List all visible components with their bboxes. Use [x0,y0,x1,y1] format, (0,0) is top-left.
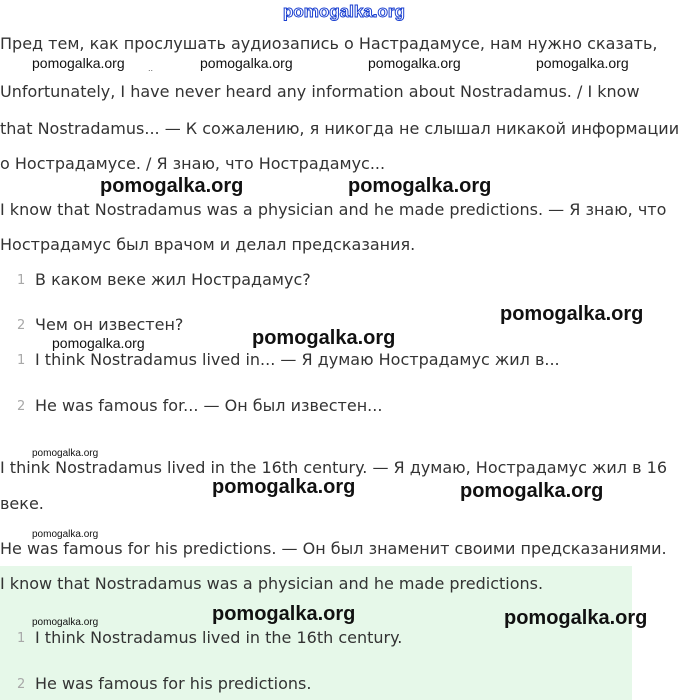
paragraph-line: I think Nostradamus lived in the 16th century. — Я думаю, Нострадамус жил в 16 [0,458,667,477]
paragraph-line: I know that Nostradamus was a physician and he made predictions. — Я знаю, что [0,200,667,219]
intro-text: Пред тем, как прослушать аудиозапись о Настрадамусе, нам нужно сказать, [0,34,658,53]
watermark-top: pomogalka.org [283,2,405,21]
stray-mark: .. [148,64,154,73]
paragraph-line: that Nostradamus... — К сожалению, я никогда не слышал никакой информации [0,119,680,138]
watermark: pomogalka.org [212,603,356,625]
watermark: pomogalka.org [32,55,125,71]
watermark: pomogalka.org [200,55,293,71]
paragraph-line: Нострадамус был врачом и делал предсказания. [0,235,416,254]
paragraph-line: He was famous for his predictions. — Он был знаменит своими предсказаниями. [0,539,667,558]
paragraph-line: Unfortunately, I have never heard any information about Nostradamus. / I know [0,82,640,101]
phrase-item: He was famous for... — Он был известен... [35,396,383,415]
watermark: pomogalka.org [52,335,145,351]
watermark: pomogalka.org [460,480,604,502]
paragraph-line: о Нострадамусе. / Я знаю, что Нострадамус... [0,154,386,173]
paragraph-line: веке. [0,494,44,513]
watermark: pomogalka.org [348,175,492,197]
watermark: pomogalka.org [100,175,244,197]
watermark: pomogalka.org [536,55,629,71]
watermark: pomogalka.org [500,303,644,325]
list-number: 2 [17,399,26,414]
list-number: 1 [17,353,26,368]
answer-sentence: I know that Nostradamus was a physician and he made predictions. [0,574,544,593]
list-number: 2 [17,677,26,692]
answer-item: I think Nostradamus lived in the 16th century. [35,628,403,647]
watermark: pomogalka.org [252,327,396,349]
answer-item: He was famous for his predictions. [35,674,312,693]
phrase-item: I think Nostradamus lived in... — Я думаю Нострадамус жил в... [35,350,560,369]
watermark: pomogalka.org [32,529,99,540]
list-number: 1 [17,631,26,646]
watermark: pomogalka.org [504,607,648,629]
question-item: Чем он известен? [35,315,184,334]
watermark: pomogalka.org [368,55,461,71]
question-item: В каком веке жил Нострадамус? [35,270,311,289]
watermark: pomogalka.org [32,617,99,628]
watermark: pomogalka.org [32,448,99,459]
watermark: pomogalka.org [212,476,356,498]
list-number: 1 [17,273,26,288]
list-number: 2 [17,318,26,333]
